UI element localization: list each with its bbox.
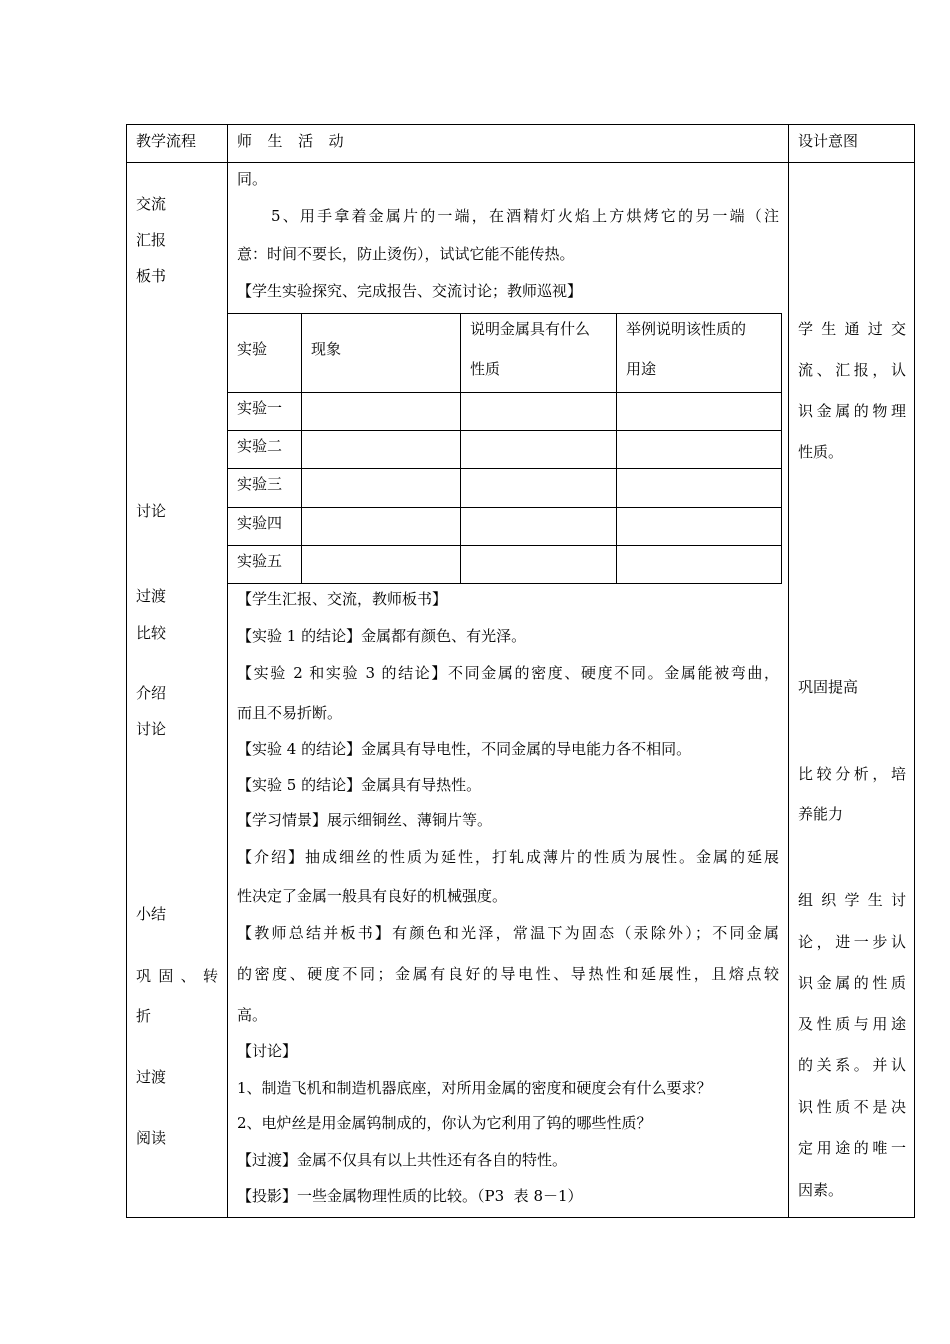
conclusion-exp2-3-line1: 【实验 2 和实验 3 的结论】不同金属的密度、硬度不同。金属能被弯曲， — [237, 664, 779, 682]
intent-block4-line7: 定用途的唯一 — [798, 1139, 906, 1157]
student-activity-note: 【学生实验探究、完成报告、交流讨论；教师巡视】 — [237, 282, 583, 300]
discussion-question-1: 1、制造飞机和制造机器底座，对所用金属的密度和硬度会有什么要求？ — [237, 1079, 712, 1097]
table-header-experiment: 实验 — [237, 340, 268, 358]
discussion-question-2: 2、电炉丝是用金属钨制成的，你认为它利用了钨的哪些性质？ — [237, 1114, 652, 1132]
table-top-border — [126, 124, 915, 125]
transition-note: 【过渡】金属不仅具有以上共性还有各自的特性。 — [237, 1151, 568, 1169]
left-item-consolidate: 巩固、转 — [136, 967, 218, 985]
intent-block4-line5: 的关系。并认 — [798, 1056, 906, 1074]
intent-block4-line3: 识金属的性质 — [798, 974, 906, 992]
discussion-heading: 【讨论】 — [237, 1042, 298, 1060]
conclusion-exp1: 【实验 1 的结论】金属都有颜色、有光泽。 — [237, 627, 527, 645]
conclusion-exp5: 【实验 5 的结论】金属具有导热性。 — [237, 776, 482, 794]
col-divider-2 — [788, 124, 789, 1218]
teacher-summary-line3: 高。 — [237, 1006, 268, 1024]
intent-block4-line8: 因素。 — [798, 1181, 844, 1199]
intent-consolidate: 巩固提高 — [798, 678, 859, 696]
left-item-transition-1: 过渡 — [136, 587, 167, 605]
table-row-experiment-3: 实验三 — [237, 475, 283, 493]
intent-block3-line2: 养能力 — [798, 805, 844, 823]
conclusion-exp2-3-line2: 而且不易折断。 — [237, 704, 343, 722]
intent-block1-line4: 性质。 — [798, 443, 844, 461]
intent-block4-line6: 识性质不是决 — [798, 1098, 906, 1116]
header-intent: 设计意图 — [798, 132, 859, 150]
middle-line-same: 同。 — [237, 170, 268, 188]
intent-block1-line1: 学生通过交 — [798, 320, 906, 338]
header-activities: 师 生 活 动 — [237, 132, 346, 150]
intent-block1-line3: 识金属的物理 — [798, 402, 906, 420]
left-item-report: 汇报 — [136, 231, 167, 249]
left-item-turn: 折 — [136, 1007, 152, 1025]
header-bottom-border — [126, 162, 915, 163]
intent-block4-line2: 论，进一步认 — [798, 933, 906, 951]
introduction-line2: 性决定了金属一般具有良好的机械强度。 — [237, 887, 508, 905]
table-header-use-2: 用途 — [626, 360, 657, 378]
left-item-discuss-1: 讨论 — [136, 502, 167, 520]
left-item-summary: 小结 — [136, 905, 167, 923]
col-divider-1 — [227, 124, 228, 1218]
step5-line1: 5、用手拿着金属片的一端，在酒精灯火焰上方烘烤它的另一端（注 — [271, 207, 779, 225]
intent-block3-line1: 比较分析，培 — [798, 765, 906, 783]
left-item-transition-2: 过渡 — [136, 1068, 167, 1086]
intent-block4-line1: 组织学生讨 — [798, 891, 906, 909]
table-row-experiment-1: 实验一 — [237, 399, 283, 417]
table-bottom-border — [126, 1217, 915, 1218]
table-row-experiment-4: 实验四 — [237, 514, 283, 532]
table-header-property-1: 说明金属具有什么 — [470, 320, 591, 338]
projection-note: 【投影】一些金属物理性质的比较。（P3 表 8－1） — [237, 1187, 583, 1205]
table-row-experiment-2: 实验二 — [237, 437, 283, 455]
teacher-summary-line2: 的密度、硬度不同；金属有良好的导电性、导热性和延展性，且熔点较 — [237, 965, 779, 983]
left-item-discuss-2: 讨论 — [136, 720, 167, 738]
learning-scenario: 【学习情景】展示细铜丝、薄铜片等。 — [237, 811, 493, 829]
student-report-note: 【学生汇报、交流，教师板书】 — [237, 590, 448, 608]
table-row-experiment-5: 实验五 — [237, 552, 283, 570]
table-header-use-1: 举例说明该性质的 — [626, 320, 747, 338]
left-item-board: 板书 — [136, 267, 167, 285]
table-right-border — [914, 124, 915, 1218]
left-item-read: 阅读 — [136, 1129, 167, 1147]
table-left-border — [126, 124, 127, 1218]
intent-block1-line2: 流、汇报，认 — [798, 361, 906, 379]
left-item-exchange: 交流 — [136, 195, 167, 213]
introduction-line1: 【介绍】抽成细丝的性质为延性，打轧成薄片的性质为展性。金属的延展 — [237, 848, 779, 866]
intent-block4-line4: 及性质与用途 — [798, 1015, 906, 1033]
step5-line2: 意：时间不要长，防止烫伤），试试它能不能传热。 — [237, 245, 575, 263]
left-item-compare: 比较 — [136, 624, 167, 642]
left-item-introduce: 介绍 — [136, 684, 167, 702]
table-header-property-2: 性质 — [470, 360, 501, 378]
teacher-summary-line1: 【教师总结并板书】有颜色和光泽，常温下为固态（汞除外）；不同金属 — [237, 924, 779, 942]
header-process: 教学流程 — [136, 132, 197, 150]
conclusion-exp4: 【实验 4 的结论】金属具有导电性，不同金属的导电能力各不相同。 — [237, 740, 692, 758]
table-header-phenomenon: 现象 — [311, 340, 342, 358]
